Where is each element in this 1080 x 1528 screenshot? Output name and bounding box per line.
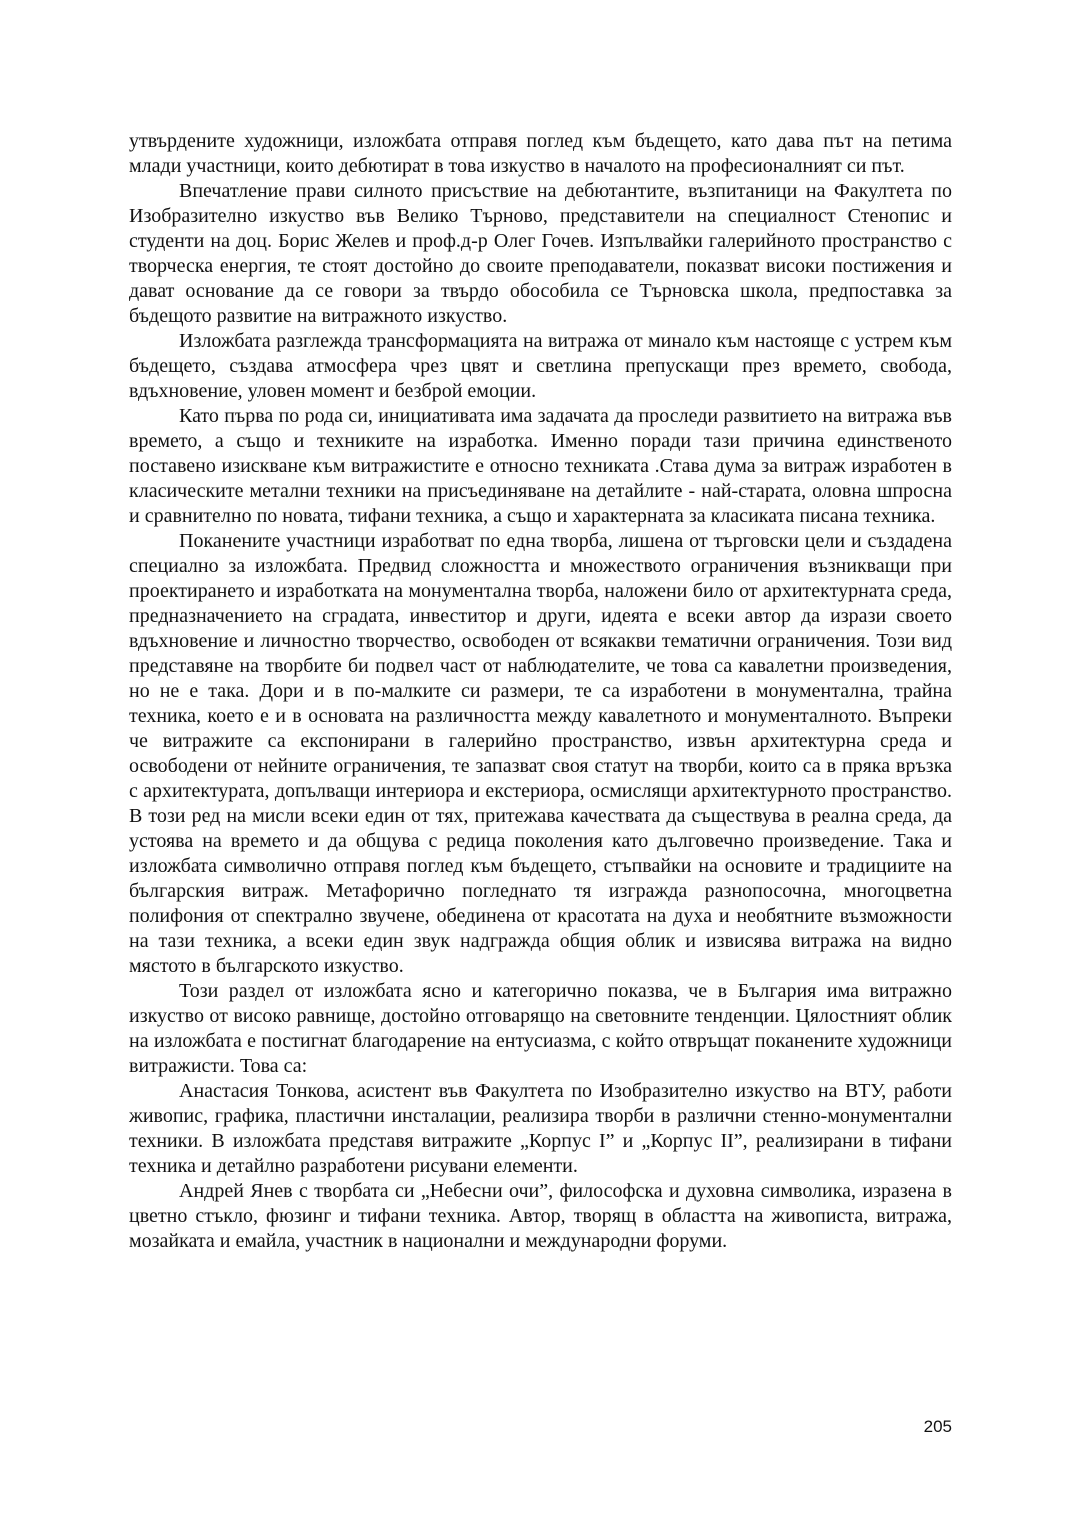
document-body: [129, 129, 952, 1254]
paragraph-section-summary: Този раздел от изложбата ясно и категорично показва, че в България има витражно изкуство от високо равнище, достойно отговарящо на световните тенденции. Цялостният облик на изложбата е постигнат благодарение на ентусиазма, с който отвръщат поканените художници витражисти. Това са:: [129, 980, 952, 1077]
paragraph-continuation: утвърдените художници, изложбата отправя поглед към бъдещето, като дава път на петима млади участници, които дебютират в това изкуство в началото на професионалният си път.: [129, 130, 952, 177]
paragraph-techniques: Като първа по рода си, инициативата има задачата да проследи развитието на витража във времето, а също и техниките на изработка. Именно поради тази причина единственото поставено изискване към витражистите е относно техниката .Става дума за витраж изработен в класическите метални техники на присъединяване на детайлите - най-старата, оловна шпросна и сравнително по новата, тифани техника, а също и характерната за класиката писана техника.: [129, 405, 952, 527]
paragraph-andrey-yanev: Андрей Янев с творбата си „Небесни очи”, философска и духовна символика, изразена в цветно стъкло, фюзинг и тифани техника. Автор, творящ в областта на живописта, витража, мозайката и емайла, участник в национални и международни форуми.: [129, 1180, 952, 1252]
page-number: 205: [923, 1417, 952, 1436]
paragraph-participants: Поканените участници изработват по една творба, лишена от търговски цели и създадена специално за изложбата. Предвид сложността и множеството ограничения възникващи при проектирането и изработката на монументална творба, наложени било от архитектурната среда, предназначението на сградата, инвеститор и други, идеята е всеки автор да изрази своето вдъхновение и личностно творчество, освободен от всякакви тематични ограничения. Този вид представяне на творбите би подвел част от наблюдателите, че това са кавалетни произведения, но не е така. Дори и в по-малките си размери, те са изработени в монументална, трайна техника, което е и в основата на различността между кавалетното и монументалното. Въпреки че витражите са експонирани в галерийно пространство, извън архитектурна среда и освободени от нейните ограничения, те запазват своя статут на творби, които са в пряка връзка с архитектурата, допълващи интериора и екстериора, осмислящи архитектурното пространство. В този ред на мисли всеки един от тях, притежава качествата да съществува в реална среда, да устоява на времето и да общува с редица поколения като дълговечно произведение. Така и изложбата символично отправя поглед към бъдещето, стъпвайки на основите и традициите на българския витраж. Метафорично погледнато тя изгражда разнопосочна, многоцветна полифония от спектрално звучене, обединена от красотата на духа и необятните възможности на тази техника, а всеки един звук надгражда общия облик и извисява витража на видно мястото в българското изкуство.: [129, 530, 952, 977]
paragraph-debutants: Впечатление прави силното присъствие на дебютантите, възпитаници на Факултета по Изобразително изкуство във Велико Търново, представители на специалност Стенопис и студенти на доц. Борис Желев и проф.д-р Олег Гочев. Изпълвайки галерийното пространство с творческа енергия, те стоят достойно до своите преподаватели, показват високи постижения и дават основание да се говори за твърдо обособила се Търновска школа, предпоставка за бъдещото развитие на витражното изкуство.: [129, 180, 952, 327]
paragraph-anastasia-tonkova: Анастасия Тонкова, асистент във Факултета по Изобразително изкуство на ВТУ, работи живопис, графика, пластични инсталации, реализира творби в различни стенно-монументални техники. В изложбата представя витражите „Корпус I” и „Корпус II”, реализирани в тифани техника и детайлно разработени рисувани елементи.: [129, 1080, 952, 1177]
paragraph-transformation: Изложбата разглежда трансформацията на витража от минало към настояще с устрем към бъдещето, създава атмосфера чрез цвят и светлина препускащи през времето, свобода, вдъхновение, уловен момент и безброй емоции.: [129, 330, 952, 402]
